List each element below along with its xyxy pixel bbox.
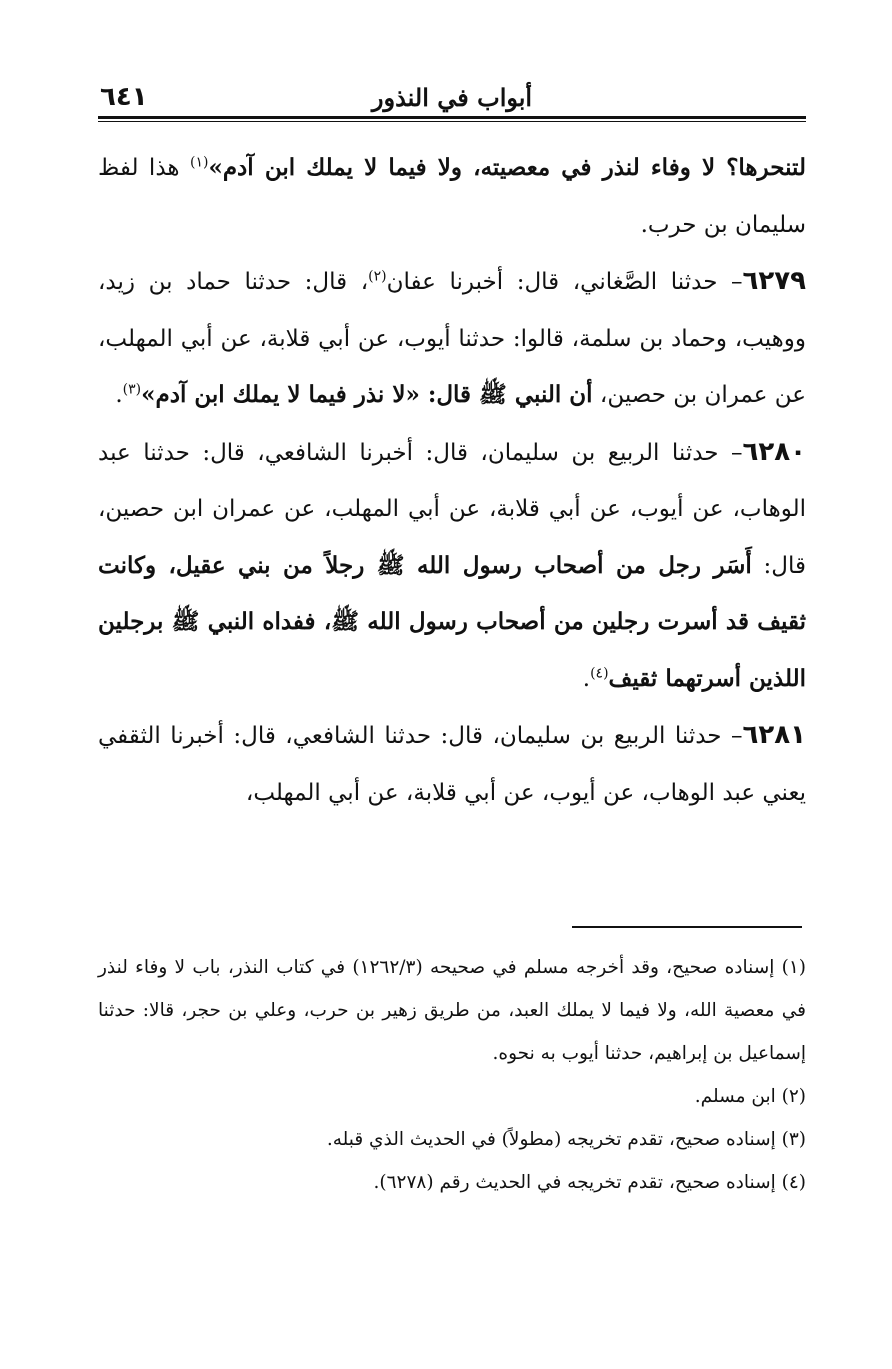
header-rule xyxy=(98,116,806,119)
hadith-number: ٦٢٨٠ xyxy=(742,436,806,467)
footnote-separator xyxy=(572,926,802,928)
isnad-text: – حدثنا الصَّغاني، قال: أخبرنا عفان xyxy=(386,269,743,295)
running-header xyxy=(100,70,804,118)
hadith-text: لتنحرها؟ لا وفاء لنذر في معصيته، ولا فيما لا يملك ابن آدم» xyxy=(208,154,806,181)
paragraph-text: هذا لفظ سليمان بن حرب. xyxy=(98,155,806,238)
footnote-ref: (٣) xyxy=(122,381,142,398)
footnote-ref: (٢) xyxy=(368,268,387,285)
footnote-1: (١) إسناده صحيح، وقد أخرجه مسلم في صحيحه (١٢٦٢/٣) في كتاب النذر، باب لا وفاء لنذر في معصية الله، ولا فيما لا يملك العبد، من طريق زهير بن حرب، وعلي بن حجر، قالا: حدثنا إسماعيل بن إبراهيم، حدثنا أيوب به نحوه. xyxy=(98,957,807,1064)
hadith-6280 xyxy=(98,424,806,708)
footnote-2: (٢) ابن مسلم. xyxy=(694,1086,806,1107)
hadith-6281 xyxy=(98,707,806,821)
hadith-number: ٦٢٨١ xyxy=(742,720,806,750)
isnad-text: – حدثنا الربيع بن سليمان، قال: حدثنا الشافعي، قال: أخبرنا الثقفي يعني عبد الوهاب، عن أيوب، عن أبي قلابة، عن أبي المهلب، xyxy=(98,723,806,806)
footnote-ref: (١) xyxy=(189,154,209,171)
paragraph-continuation xyxy=(98,140,806,253)
punctuation: . xyxy=(582,665,591,692)
footnote-ref: (٤) xyxy=(590,664,609,681)
main-text xyxy=(98,140,806,821)
chapter-title: أبواب في النذور xyxy=(371,83,533,112)
isnad-text: ، قال: حدثنا حماد بن زيد، ووهيب، وحماد بن سلمة، قالوا: حدثنا أيوب، عن أبي قلابة، عن أبي المهلب، عن عمران بن حصين، xyxy=(98,269,806,408)
header-rule-thin xyxy=(98,121,806,122)
hadith-text: أن النبي ﷺ قال: «لا نذر فيما لا يملك ابن آدم» xyxy=(141,381,593,408)
footnote-3: (٣) إسناده صحيح، تقدم تخريجه (مطولاً) في الحديث الذي قبله. xyxy=(326,1129,806,1150)
isnad-text: – حدثنا الربيع بن سليمان، قال: أخبرنا الشافعي، قال: حدثنا عبد الوهاب، عن أيوب، عن أبي قلابة، عن أبي المهلب، عن عمران ابن حصين، قال: xyxy=(98,439,806,579)
hadith-text: أَسَر رجل من أصحاب رسول الله ﷺ رجلاً من بني عقيل، وكانت ثقيف قد أسرت رجلين من أصحاب رسول الله ﷺ، ففداه النبي ﷺ برجلين اللذين أسرتهما ثقيف xyxy=(98,551,806,692)
footnotes xyxy=(98,946,806,1204)
footnote-4: (٤) إسناده صحيح، تقدم تخريجه في الحديث رقم (٦٢٧٨). xyxy=(373,1172,806,1193)
hadith-6279 xyxy=(98,253,806,424)
hadith-number: ٦٢٧٩ xyxy=(742,266,806,296)
punctuation: . xyxy=(115,382,123,408)
page-number: ٦٤١ xyxy=(100,82,148,112)
